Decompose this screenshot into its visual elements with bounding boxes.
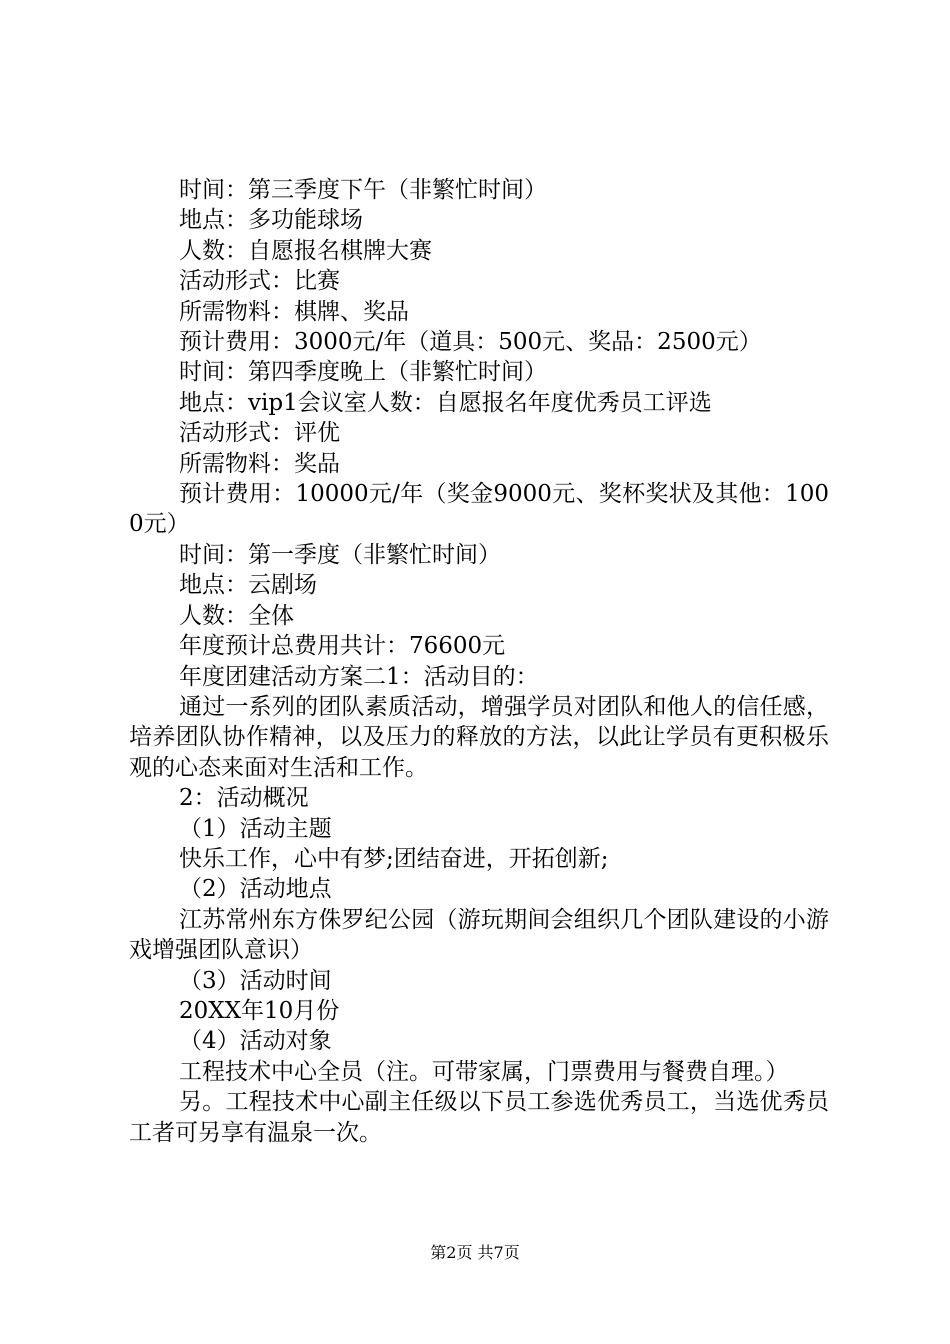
paragraph-venue-body: 江苏常州东方侏罗纪公园（游玩期间会组织几个团队建设的小游戏增强团队意识） (129, 906, 829, 964)
paragraph-purpose-body: 通过一系列的团队素质活动，增强学员对团队和他人的信任感，培养团队协作精神，以及压力的释放的方法，以此让学员有更积极乐观的心态来面对生活和工作。 (129, 693, 829, 781)
paragraph-location-court: 地点：多功能球场 (179, 207, 363, 234)
paragraph-format-contest: 活动形式：比赛 (179, 268, 340, 295)
paragraph-time-heading: （3）活动时间 (179, 967, 332, 994)
paragraph-award-note: 另。工程技术中心副主任级以下员工参选优秀员工，当选优秀员工者可另享有温泉一次。 (129, 1089, 829, 1146)
paragraph-audience-body: 工程技术中心全员（注。可带家属，门票费用与餐费自理。） (179, 1058, 789, 1085)
paragraph-venue-heading: （2）活动地点 (179, 876, 332, 903)
paragraph-time-q3: 时间：第三季度下午（非繁忙时间） (179, 177, 547, 203)
paragraph-time-q4: 时间：第四季度晚上（非繁忙时间） (179, 359, 547, 386)
paragraph-materials-chess: 所需物料：棋牌、奖品 (179, 298, 409, 325)
paragraph-materials-award: 所需物料：奖品 (179, 450, 340, 477)
paragraph-time-q1: 时间：第一季度（非繁忙时间） (179, 541, 501, 568)
paragraph-annual-total: 年度预计总费用共计：76600元 (179, 633, 506, 660)
paragraph-overview-heading: 2：活动概况 (179, 785, 309, 812)
paragraph-audience-heading: （4）活动对象 (179, 1028, 332, 1055)
paragraph-cost-chess: 预计费用：3000元/年（道具：500元、奖品：2500元） (179, 329, 762, 356)
paragraph-theme-body: 快乐工作，心中有梦;团结奋进，开拓创新; (179, 845, 609, 872)
paragraph-theme-heading: （1）活动主题 (179, 815, 332, 842)
paragraph-headcount-chess: 人数：自愿报名棋牌大赛 (179, 237, 432, 264)
paragraph-headcount-all: 人数：全体 (179, 602, 294, 629)
paragraph-plan-two-purpose: 年度团建活动方案二1：活动目的： (179, 663, 539, 690)
document-body (129, 175, 829, 1148)
paragraph-location-theater: 地点：云剧场 (179, 572, 317, 599)
paragraph-cost-award: 预计费用：10000元/年（奖金9000元、奖杯奖状及其他：1000元） (129, 481, 829, 538)
paragraph-time-body: 20XX年10月份 (179, 997, 340, 1024)
page-footer: 第2页 共7页 (430, 1243, 520, 1262)
paragraph-format-award: 活动形式：评优 (179, 420, 340, 447)
paragraph-location-vip1: 地点：vip1会议室人数：自愿报名年度优秀员工评选 (179, 389, 712, 416)
